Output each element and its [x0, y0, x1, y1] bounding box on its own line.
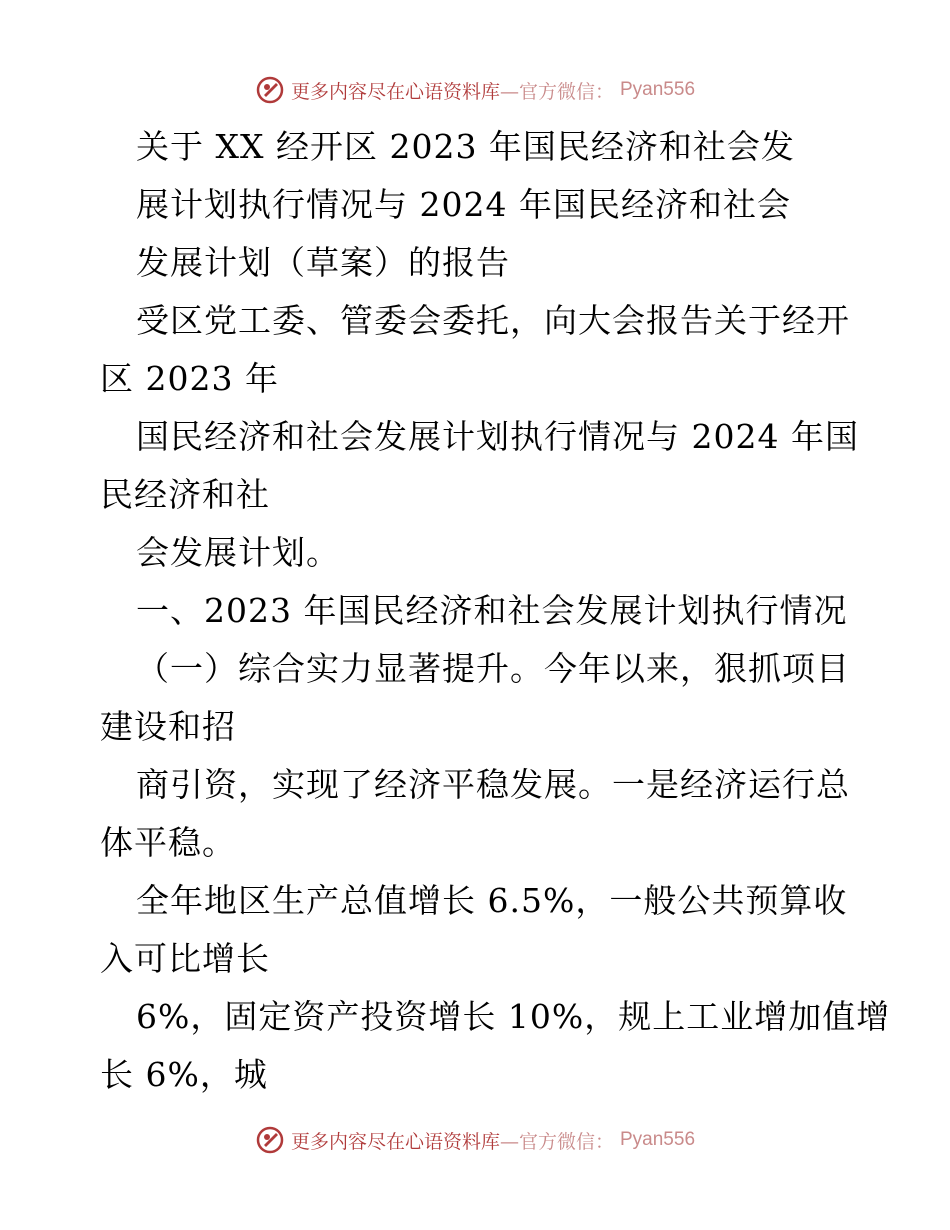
watermark-group	[255, 75, 695, 105]
text-line: （一）综合实力显著提升。今年以来，狠抓项目	[136, 649, 850, 688]
text-line: 入可比增长	[100, 939, 270, 978]
watermark-text	[291, 1127, 614, 1154]
text-line: 会发展计划。	[136, 533, 340, 572]
text-line: 关于 XX 经开区 2023 年国民经济和社会发	[136, 127, 795, 166]
text-line: 全年地区生产总值增长 6.5%，一般公共预算收	[136, 881, 848, 920]
text-line: 体平稳。	[100, 823, 236, 862]
watermark-logo-icon	[255, 1125, 285, 1155]
text-line: 受区党工委、管委会委托，向大会报告关于经开	[136, 301, 850, 340]
text-line: 发展计划（草案）的报告	[136, 243, 510, 282]
watermark-group	[255, 1125, 695, 1155]
text-line: 区 2023 年	[100, 359, 279, 398]
watermark-logo-icon	[255, 75, 285, 105]
watermark-main-text: 更多内容尽在心语资料库	[290, 1130, 500, 1153]
text-line: 建设和招	[100, 707, 236, 746]
header-watermark	[0, 70, 950, 110]
text-line: 长 6%，城	[100, 1055, 268, 1094]
watermark-id: Pyan556	[620, 1129, 696, 1150]
watermark-text	[291, 77, 614, 104]
text-line: 一、2023 年国民经济和社会发展计划执行情况	[136, 591, 848, 630]
text-line: 国民经济和社会发展计划执行情况与 2024 年国	[136, 417, 859, 456]
text-line: 6%，固定资产投资增长 10%，规上工业增加值增	[136, 997, 891, 1036]
document-body	[100, 118, 891, 1104]
text-line: 民经济和社	[100, 475, 270, 514]
footer-watermark	[0, 1120, 950, 1160]
text-line: 商引资，实现了经济平稳发展。一是经济运行总	[136, 765, 850, 804]
watermark-dash-text: —官方微信：	[499, 80, 614, 103]
watermark-dash-text: —官方微信：	[499, 1130, 614, 1153]
text-line: 展计划执行情况与 2024 年国民经济和社会	[136, 185, 791, 224]
watermark-id: Pyan556	[620, 79, 696, 100]
watermark-main-text: 更多内容尽在心语资料库	[290, 80, 500, 103]
